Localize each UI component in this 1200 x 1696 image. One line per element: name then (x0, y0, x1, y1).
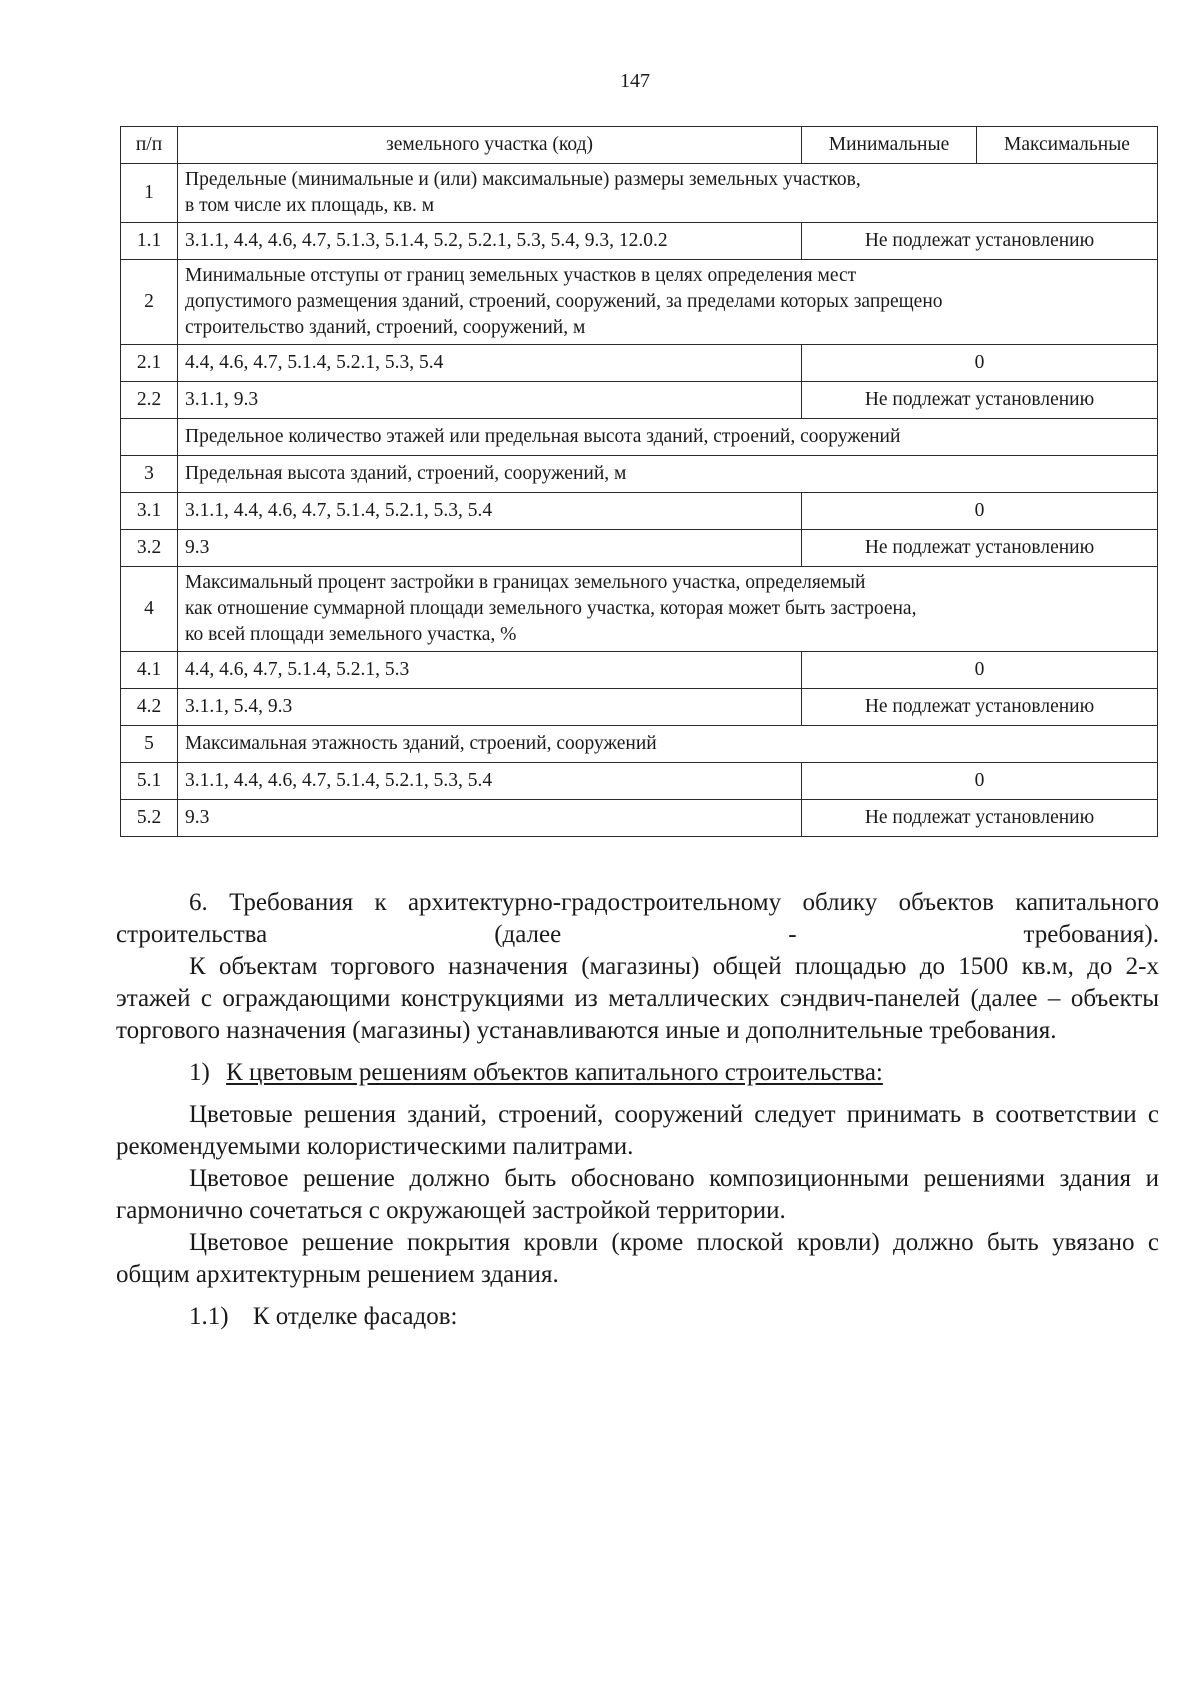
row-codes-cell: 4.4, 4.6, 4.7, 5.1.4, 5.2.1, 5.3, 5.4 (178, 345, 802, 382)
row-number-cell: 2 (121, 260, 178, 345)
list-item-1-1-number: 1.1) (189, 1303, 229, 1330)
row-codes-cell: 9.3 (178, 530, 802, 567)
row-value-cell: Не подлежат установлению (802, 223, 1158, 260)
row-value-cell: Не подлежат установлению (802, 689, 1158, 726)
table-row (121, 763, 1158, 800)
row-value-cell: 0 (802, 763, 1158, 800)
row-title-line: как отношение суммарной площади земельного участка, которая может быть застроена, (185, 598, 917, 619)
row-number-cell: 5.2 (121, 800, 178, 837)
row-title-cell (178, 164, 1158, 223)
row-number-cell: 3 (121, 456, 178, 493)
row-title-cell (178, 419, 1158, 456)
table-row (121, 530, 1158, 567)
section-6-heading: 6. Требования к архитектурно-градостроительному облику объектов капитального строительства (далее - требования). (116, 889, 1159, 948)
row-codes-cell: 3.1.1, 5.4, 9.3 (178, 689, 802, 726)
row-number-cell: 4.2 (121, 689, 178, 726)
row-number-cell: 2.1 (121, 345, 178, 382)
list-item-1-title: К цветовым решениям объектов капитального строительства: (226, 1059, 883, 1086)
list-item-1-1-title: К отделке фасадов: (252, 1303, 458, 1330)
table-row (121, 419, 1158, 456)
row-title-cell (178, 567, 1158, 652)
row-value-cell: 0 (802, 345, 1158, 382)
table-header-row (121, 127, 1158, 164)
row-value-cell: Не подлежат установлению (802, 382, 1158, 419)
color-paragraph-1: Цветовые решения зданий, строений, сооружений следует принимать в соответствии с рекомендуемыми колористическими палитрами. (116, 1101, 1159, 1160)
row-title-line: ко всей площади земельного участка, % (185, 624, 517, 645)
row-number-cell: 5 (121, 726, 178, 763)
row-codes-cell: 3.1.1, 4.4, 4.6, 4.7, 5.1.4, 5.2.1, 5.3, 5.4 (178, 763, 802, 800)
row-title-line: Минимальные отступы от границ земельных участков в целях определения мест (185, 265, 857, 286)
list-item-1-1 (116, 1301, 1159, 1333)
row-value-cell: Не подлежат установлению (802, 800, 1158, 837)
row-title-cell (178, 260, 1158, 345)
trade-objects-paragraph: К объектам торгового назначения (магазины) общей площадью до 1500 кв.м, до 2-х этажей с ограждающими конструкциями из металлических сэндвич-панелей (далее – объекты торгового назначения (магазины) устанавливаются иные и дополнительные требования. (116, 953, 1159, 1044)
table-row (121, 493, 1158, 530)
row-title-line: Максимальный процент застройки в границах земельного участка, определяемый (185, 572, 866, 593)
row-value-cell: 0 (802, 493, 1158, 530)
row-number-cell: 1.1 (121, 223, 178, 260)
row-codes-cell: 9.3 (178, 800, 802, 837)
document-body (116, 887, 1159, 1333)
table-row (121, 223, 1158, 260)
row-value-cell: 0 (802, 652, 1158, 689)
row-number-cell: 4 (121, 567, 178, 652)
row-title-line: Предельное количество этажей или предельная высота зданий, строений, сооружений (185, 426, 901, 447)
table-row (121, 456, 1158, 493)
row-number-cell: 4.1 (121, 652, 178, 689)
table-row (121, 260, 1158, 345)
table-row (121, 652, 1158, 689)
header-max-cell: Максимальные (977, 127, 1158, 164)
table-row (121, 345, 1158, 382)
row-title-line: допустимого размещения зданий, строений, сооружений, за пределами которых запрещено (185, 291, 943, 312)
row-title-line: Максимальная этажность зданий, строений, сооружений (185, 733, 657, 754)
header-num-cell: п/п (121, 127, 178, 164)
row-codes-cell: 3.1.1, 9.3 (178, 382, 802, 419)
row-title-line: в том числе их площадь, кв. м (185, 195, 435, 216)
header-code-cell: земельного участка (код) (178, 127, 802, 164)
color-paragraph-3: Цветовое решение покрытия кровли (кроме плоской кровли) должно быть увязано с общим архитектурным решением здания. (116, 1229, 1159, 1288)
table-row (121, 689, 1158, 726)
row-codes-cell: 4.4, 4.6, 4.7, 5.1.4, 5.2.1, 5.3 (178, 652, 802, 689)
row-title-cell (178, 456, 1158, 493)
row-number-cell: 5.1 (121, 763, 178, 800)
page-number: 147 (620, 70, 650, 92)
row-title-line: Предельные (минимальные и (или) максимальные) размеры земельных участков, (185, 169, 861, 190)
row-codes-cell: 3.1.1, 4.4, 4.6, 4.7, 5.1.4, 5.2.1, 5.3, 5.4 (178, 493, 802, 530)
row-number-cell (121, 419, 178, 456)
row-number-cell: 3.1 (121, 493, 178, 530)
table-row (121, 164, 1158, 223)
table-row (121, 726, 1158, 763)
row-title-line: Предельная высота зданий, строений, сооружений, м (185, 463, 627, 484)
row-number-cell: 1 (121, 164, 178, 223)
header-min-cell: Минимальные (802, 127, 977, 164)
table-row (121, 567, 1158, 652)
row-title-cell (178, 726, 1158, 763)
row-number-cell: 2.2 (121, 382, 178, 419)
row-codes-cell: 3.1.1, 4.4, 4.6, 4.7, 5.1.3, 5.1.4, 5.2, 5.2.1, 5.3, 5.4, 9.3, 12.0.2 (178, 223, 802, 260)
row-number-cell: 3.2 (121, 530, 178, 567)
regulations-table (120, 126, 1158, 837)
table-row (121, 382, 1158, 419)
color-paragraph-2: Цветовое решение должно быть обосновано композиционными решениями здания и гармонично сочетаться с окружающей застройкой территории. (116, 1165, 1159, 1224)
table-row (121, 800, 1158, 837)
list-item-1-number: 1) (189, 1059, 210, 1086)
row-title-line: строительство зданий, строений, сооружений, м (185, 317, 586, 338)
list-item-1 (116, 1057, 1159, 1089)
row-value-cell: Не подлежат установлению (802, 530, 1158, 567)
